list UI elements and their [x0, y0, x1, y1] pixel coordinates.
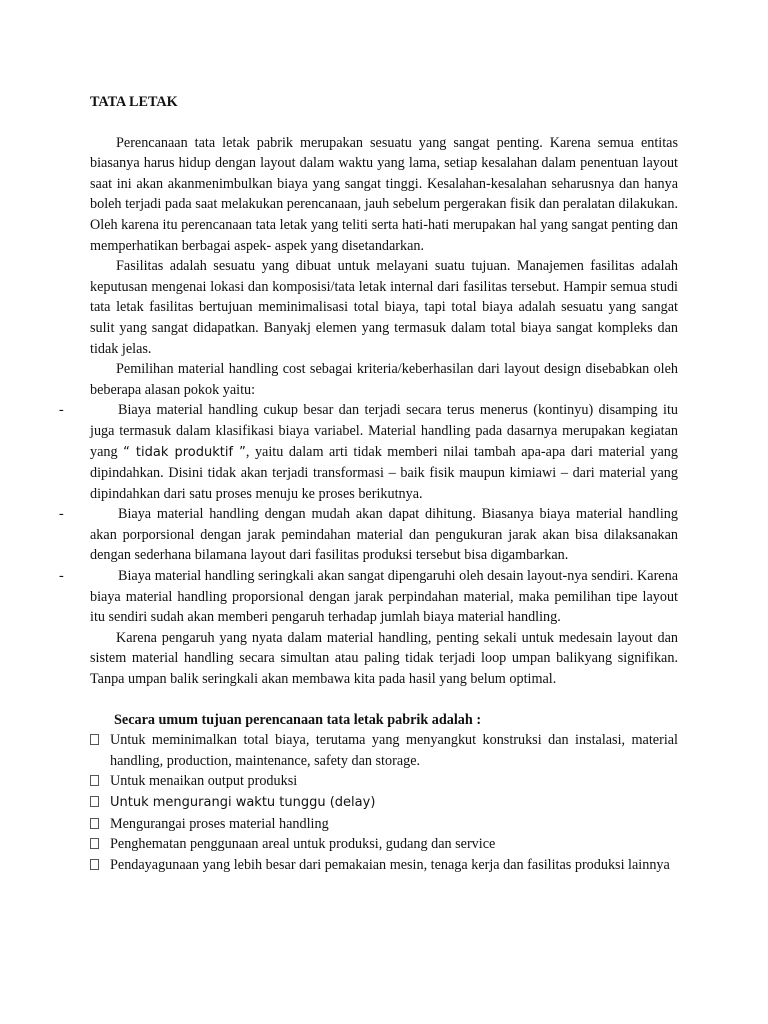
- dash-item: [59, 400, 678, 504]
- goal-item: [90, 834, 678, 855]
- goals-heading: Secara umum tujuan perencanaan tata letak pabrik adalah :: [114, 711, 482, 728]
- goal-text: Penghematan penggunaan areal untuk produksi, gudang dan service: [110, 836, 496, 853]
- paragraph-conclusion: Karena pengaruh yang nyata dalam material handling, penting sekali untuk medesain layout dan sistem material handling secara simultan atau paling tidak terjadi loop umpan balikyang signifikan. Tanpa umpan balik seringkali akan membawa kita pada hasil yang belum optimal.: [90, 629, 678, 688]
- spacer: [90, 690, 678, 710]
- checkbox-square-icon: [90, 818, 99, 829]
- dash-item-text: Biaya material handling cukup besar dan terjadi secara terus menerus (kontinyu) disamping itu juga termasuk dalam klasifikasi biaya variabel. Material handling pada dasarnya merupakan kegiatan yang: [90, 402, 678, 460]
- goal-text: Untuk mengurangi waktu tunggu (delay): [110, 795, 376, 810]
- goal-item: [90, 730, 678, 771]
- goals-list: [90, 730, 678, 875]
- goal-text: Untuk menaikan output produksi: [110, 773, 298, 790]
- checkbox-square-icon: [90, 796, 99, 807]
- checkbox-square-icon: [90, 775, 99, 786]
- dash-item-text: Biaya material handling seringkali akan sangat dipengaruhi oleh desain layout-nya sendiri. Karena biaya material handling proporsional dengan jarak perpindahan material, maka pemilihan tipe layout itu sendiri sudah akan memberi pengaruh terhadap jumlah biaya material handling.: [90, 568, 678, 626]
- dash-item-emphasis: “ tidak produktif ”: [123, 444, 246, 460]
- paragraph-material-handling: Pemilihan material handling cost sebagai kriteria/keberhasilan dari layout design disebabkan oleh beberapa alasan pokok yaitu:: [90, 361, 678, 398]
- dash-marker: -: [59, 402, 64, 419]
- paragraph-facilities: Fasilitas adalah sesuatu yang dibuat untuk melayani suatu tujuan. Manajemen fasilitas adalah keputusan mengenai lokasi dan komposisi/tata letak internal dari fasilitas tersebut. Hampir semua studi tata letak fasilitas bertujuan meminimalisasi total biaya, tapi total biaya adalah sesuatu yang sangat sulit yang sangat didapatkan. Banyakj elemen yang termasuk dalam total biaya sangat kompleks dan tidak jelas.: [90, 258, 678, 357]
- document-title: TATA LETAK: [90, 94, 178, 110]
- dash-item-text: Biaya material handling dengan mudah akan dapat dihitung. Biasanya biaya material handling akan porporsional dengan jarak pemindahan material dan pengukuran jarak akan bisa dilaksanakan dengan sederhana bilamana layout dari fasilitas produksi tersebut bisa digambarkan.: [90, 506, 678, 564]
- document-body: [59, 92, 678, 875]
- dash-marker: -: [59, 506, 64, 523]
- dash-item: [59, 504, 678, 566]
- goal-item: [90, 814, 678, 835]
- goal-item: [90, 855, 678, 876]
- goal-item: [90, 771, 678, 792]
- dash-marker: -: [59, 568, 64, 585]
- paragraph-intro: Perencanaan tata letak pabrik merupakan sesuatu yang sangat penting. Karena semua entitas biasanya harus hidup dengan layout dalam waktu yang lama, setiap kesalahan dalam penentuan layout saat ini akan akanmenimbulkan biaya yang sangat tinggi. Kesalahan-kesalahan seharusnya dan hanya boleh terjadi pada saat melakukan perencanaan, jauh sebelum pergerakan fisik dan peralatan dilakukan. Oleh karena itu perencanaan tata letak yang teliti serta hati-hati merupakan hal yang sangat penting dan memperhatikan berbagai aspek- aspek yang disetandarkan.: [90, 134, 678, 254]
- goal-item: [90, 792, 678, 814]
- dash-item: [59, 566, 678, 628]
- goal-text: Untuk meminimalkan total biaya, terutama yang menyangkut konstruksi dan instalasi, material handling, production, maintenance, safety dan storage.: [110, 732, 678, 769]
- checkbox-square-icon: [90, 838, 99, 849]
- checkbox-square-icon: [90, 859, 99, 870]
- goal-text: Mengurangai proses material handling: [110, 815, 329, 832]
- dash-item-text-cont: , yaitu dalam arti tidak memberi nilai tambah apa-apa dari material yang dipindahkan. Disini tidak akan terjadi transformasi – baik fisik maupun kimiawi – dari material yang dipindahkan dari satu proses menuju ke proses berikutnya.: [90, 443, 678, 502]
- checkbox-square-icon: [90, 734, 99, 745]
- goal-text: Pendayagunaan yang lebih besar dari pemakaian mesin, tenaga kerja dan fasilitas produksi lainnya: [110, 856, 670, 873]
